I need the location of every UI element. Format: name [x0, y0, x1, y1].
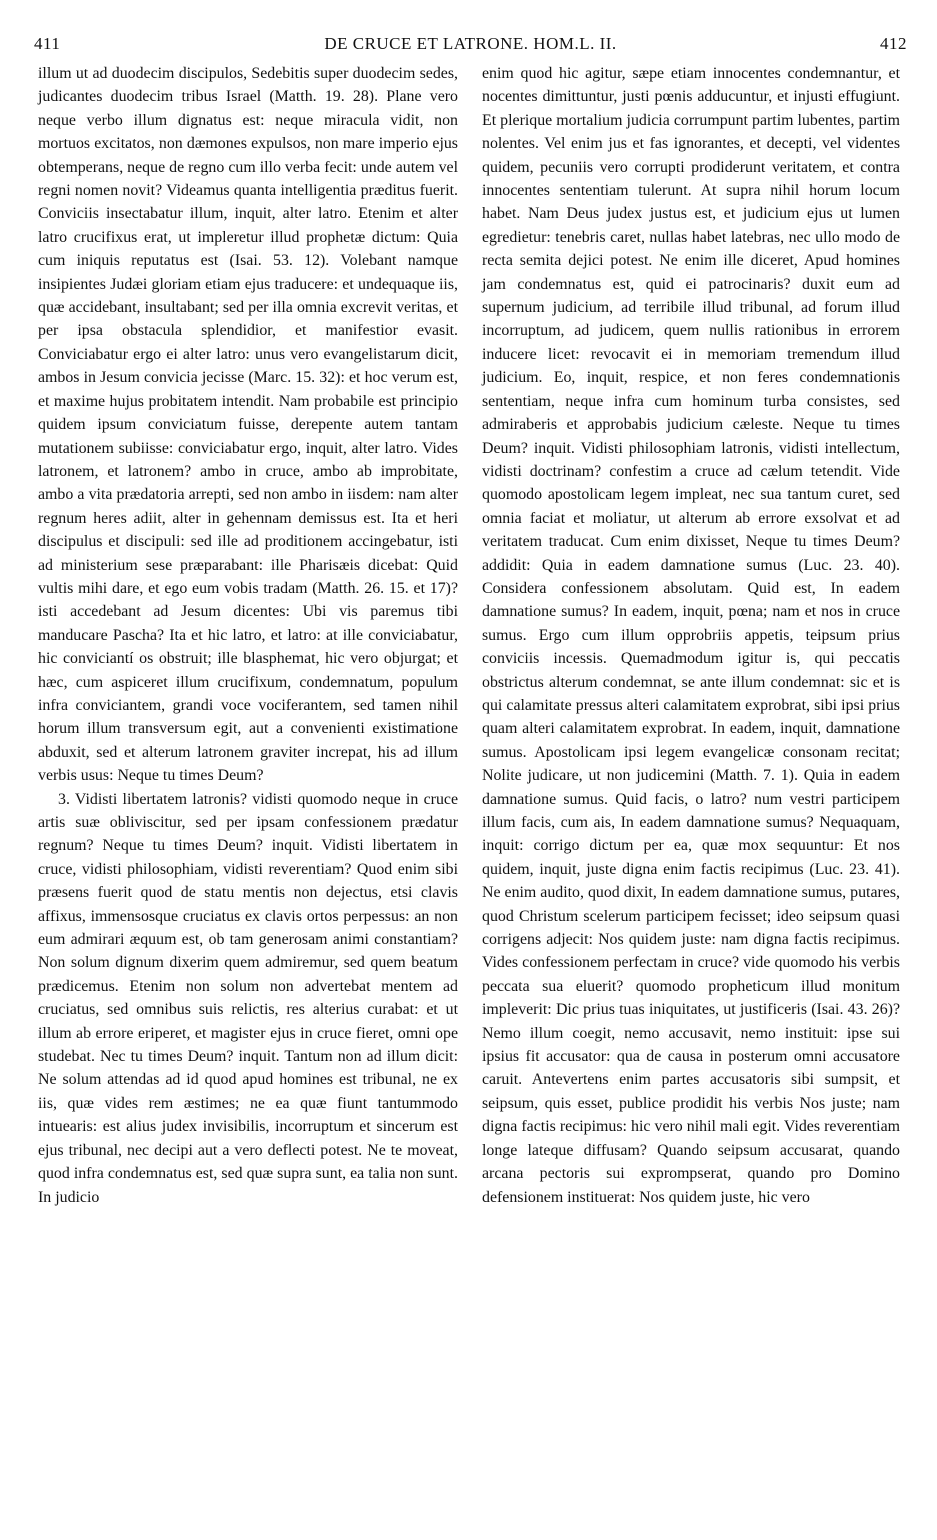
page-number-right: 412 [880, 34, 907, 53]
page-number-left: 411 [34, 34, 61, 53]
right-column [482, 62, 900, 1209]
right-paragraph-1: enim quod hic agitur, sæpe etiam innocentes condemnantur, et nocentes dimittuntur, justi pœnis adducuntur, et injusti effugiunt. Et plerique mortalium judicia corrumpunt partim lubentes, partim nolentes. Vel enim jus et fas ignorantes, et decepti, vel videntes quidem, pecuniis vero corrupti prodiderunt veritatem, et contra innocentes sententiam tulerunt. At supra nihil horum locum habet. Nam Deus judex justus est, et judicium ejus ut lumen egredietur: tenebris caret, nullas habet latebras, nec ullo modo de recta semita dejici potest. Ne enim ille diceret, Apud homines jam condemnatus est, quid ei patrocinaris? duxit eum ad supernum judicium, ad terribile illud tribunal, ad forum illud incorruptum, ad judicem, quem nullis rationibus in errorem inducere licet: revocavit ei in memoriam tremendum illud judicium. Eo, inquit, respice, et non feres condemnationis sententiam, neque infra cum hominum turba consistes, sed admiraberis et approbabis judicium cæleste. Neque tu times Deum? inquit. Vidisti philosophiam latronis, vidisti intellectum, vidisti doctrinam? confestim a cruce ad cælum tetendit. Vide quomodo apostolicam legem impleat, nec sua tantum curet, sed omnia faciat et moliatur, ut alterum ab errore exsolvat et ad veritatem traducat. Cum enim dixisset, Neque tu times Deum? addidit: Quia in eadem damnatione sumus (Luc. 23. 40). Considera confessionem absolutam. Quid est, In eadem damnatione sumus? In eadem, inquit, pœna; nam et nos in cruce sumus. Ergo cum illum opprobriis appetis, teipsum prius conviciis incessis. Quemadmodum igitur is, qui peccatis obstrictus alterum condemnat, se ante illum condemnat: sic et is qui calamitate pressus alteri calamitatem exprobrat, sibi ipsi prius quam alteri calamitatem exprobrat. In eadem, inquit, damnatione sumus. Apostolicam ipsi legem evangelicæ consonam recitat; Nolite judicare, ut non judicemini (Matth. 7. 1). Quia in eadem damnatione sumus. Quid facis, o latro? num vestri participem illum facis, cum ais, In eadem damnatione sumus? Nequaquam, inquit: corrigo dictum per ea, quæ mox sequuntur: Et nos quidem, inquit, juste digna enim factis recipimus (Luc. 23. 41). Ne enim audito, quod dixit, In eadem damnatione sumus, putares, quod Christum scelerum participem fecisset; ideo seipsum quasi corrigens adjecit: Nos quidem juste: nam digna factis recipimus. Vides confessionem perfectam in cruce? vide quomodo his verbis peccata sua eluerit? quomodo propheticum illud monitum impleverit: Dic prius tuas iniquitates, ut justificeris (Isai. 43. 26)? Nemo illum coegit, nemo accusavit, nemo instituit: ipse sui ipsius fit accusator: qua de causa in posterum omni accusatore caruit. Antevertens enim partes accusatoris sibi sumpsit, et seipsum, quis esset, publice prodidit his verbis Nos juste; nam digna factis recipimus: hic vero nihil mali egit. Vides reverentiam longe lateque diffusam? Quando seipsum accusarat, quando arcana pectoris sui exprompserat, quando pro Domino defensionem instituerat: Nos quidem juste, hic vero [482, 65, 900, 1206]
running-title: DE CRUCE ET LATRONE. HOM.L. II. [324, 34, 617, 53]
running-header [34, 28, 907, 58]
left-column [38, 62, 458, 1209]
left-paragraph-2: 3. Vidisti libertatem latronis? vidisti quomodo neque in cruce artis suæ obliviscitur, sed per ipsam confessionem prædatur regnum? Neque tu times Deum? inquit. Vidisti libertatem in cruce, vidisti philosophiam, vidisti reverentiam? Quod enim sibi præsens fuerit quod de statu mentis non dejectus, etsi clavis affixus, immensosque cruciatus ex clavis ortos perpessus: an non eum admirari æquum est, ob tam generosam animi constantiam? Non solum dignum dixerim quem admiremur, sed quem beatum prædicemus. Etenim non solum non advertebat mentem ad cruciatus, sed omnibus suis relictis, res alterius curabat: et ut illum ab errore eriperet, et magister ejus in cruce fieret, omni ope studebat. Nec tu times Deum? inquit. Tantum non ad illum dicit: Ne solum attendas ad id quod apud homines est tribunal, ne ex iis, quæ vides rem æstimes; ne ea quæ fiunt tantummodo intuearis: est alius judex invisibilis, incorruptum et sincerum est ejus tribunal, nec decipi aut a vero deflecti potest. Ne te moveat, quod infra condemnatus est, sed quæ supra sunt, ea talia non sunt. In judicio [38, 790, 458, 1206]
left-paragraph-1: illum ut ad duodecim discipulos, Sedebitis super duodecim sedes, judicantes duodecim tribus Israel (Matth. 19. 28). Plane vero neque verbo illum dignatus est: neque miracula vidit, non mortuos excitatos, non dæmones expulsos, non mare imperio ejus obtemperans, neque de regno cum illo verba fecit: unde autem vel regni nomen novit? Videamus quanta intelligentia præditus fuerit. Conviciis insectabatur illum, inquit, alter latro. Etenim et alter latro crucifixus erat, ut impleretur illud prophetæ dictum: Quia cum iniquis reputatus est (Isai. 53. 12). Volebant namque insipientes Judæi gloriam etiam ejus traducere: et undequaque iis, quæ accidebant, insultabant; sed per illa omnia excrevit veritas, et per ipsa obstacula splendidior, et manifestior evasit. Conviciabatur ergo ei alter latro: unus vero evangelistarum dicit, ambos in Jesum convicia jecisse (Marc. 15. 32): et hoc verum est, et maxime hujus probitatem intendit. Nam probabile est principio quidem ipsum conviciatum fuisse, derepente autem tantam mutationem subiisse: conviciabatur ergo, inquit, alter latro. Vides latronem, et latronem? ambo in cruce, ambo ab improbitate, ambo a vita prædatoria arrepti, sed non ambo in iisdem: nam alter regnum heres adiit, alter in gehennam demissus est. Ita et heri discipulus et discipuli: sed ille ad proditionem accingebatur, isti ad ministerium sese præparabant: ille Pharisæis dicebat: Quid vultis mihi dare, et ego eum vobis tradam (Matth. 26. 15. et 17)? isti accedebant ad Jesum dicentes: Ubi vis paremus tibi manducare Pascha? Ita et hic latro, et latro: at ille conviciabatur, hic conviciantí os obstruit; ille blasphemat, hic vero objurgat; et hæc, cum aspiceret illum crucifixum, condemnatum, populum infra conviciantem, grandi voce vociferantem, sed tamen nihil horum illum transversum egit, aut a convenienti existimatione abduxit, sed et alterum latronem graviter increpat, his ad illum verbis usus: Neque tu times Deum? [38, 65, 458, 785]
